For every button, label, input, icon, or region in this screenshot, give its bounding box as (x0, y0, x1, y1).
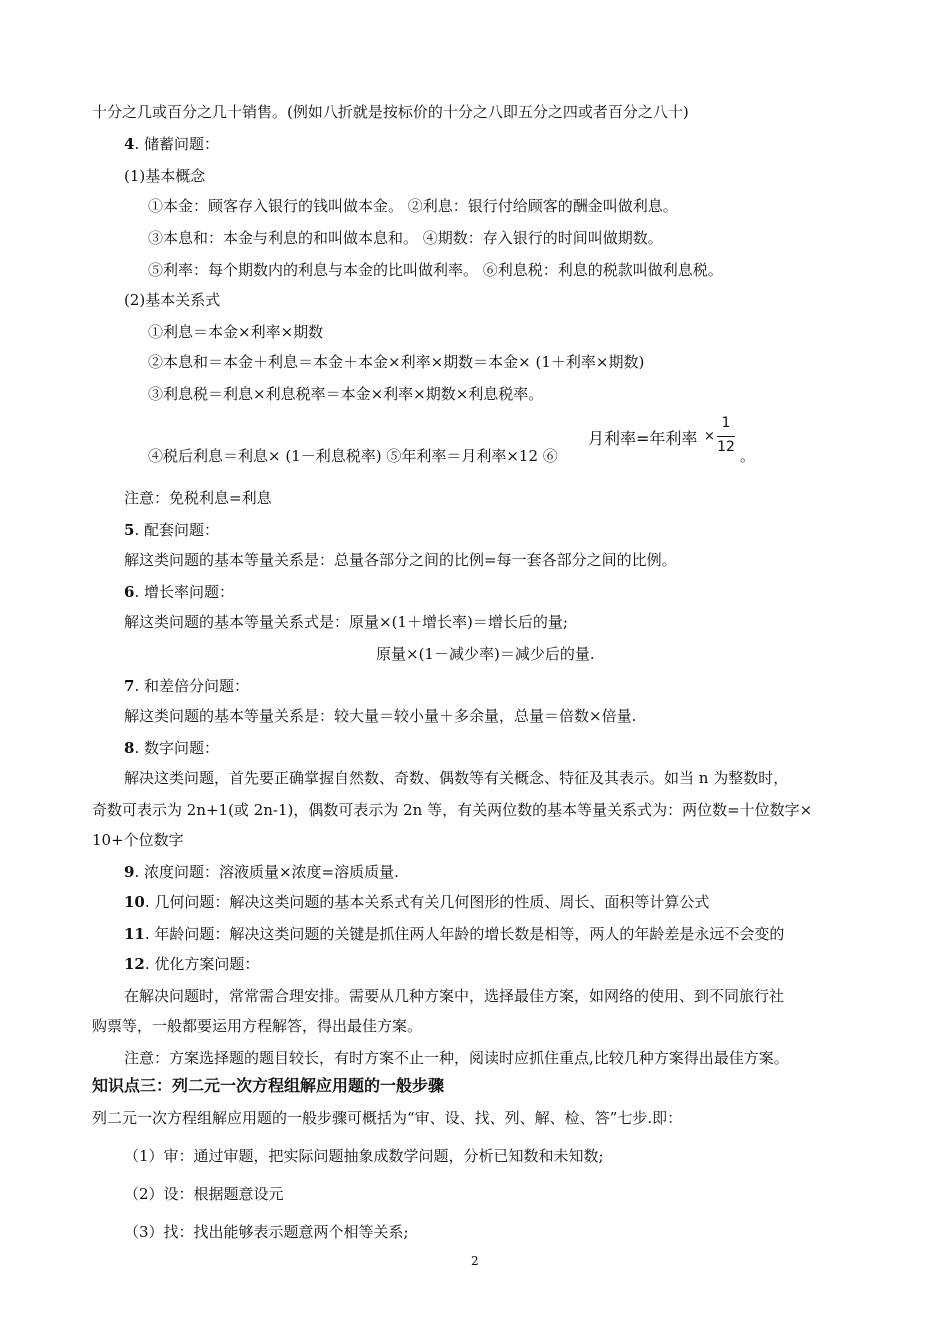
text-line: 奇数可表示为 2n+1(或 2n-1)，偶数可表示为 2n 等，有关两位数的基本等量关系式为：两位数=十位数字× (92, 801, 813, 819)
text-line: 10+个位数字 (92, 831, 184, 849)
text-line: 注意：免税利息=利息 (124, 489, 272, 507)
text-line: (2)基本关系式 (124, 291, 221, 309)
section-8-heading: 8. 数字问题： (124, 739, 219, 757)
text-line: ③本息和：本金与利息的和叫做本息和。 ④期数：存入银行的时间叫做期数。 (148, 229, 663, 247)
step-1: （1）审：通过审题，把实际问题抽象成数学问题，分析已知数和未知数; (124, 1147, 604, 1165)
section-5-heading: 5. 配套问题： (124, 521, 219, 539)
knowledge-point-3-heading: 知识点三：列二元一次方程组解应用题的一般步骤 (92, 1076, 445, 1095)
section-12-heading: 12. 优化方案问题： (124, 955, 260, 973)
step-2: （2）设：根据题意设元 (124, 1185, 284, 1203)
section-11: 11. 年龄问题：解决这类问题的关键是抓住两人年龄的增长数是相等，两人的年龄差是永远不会变的 (124, 925, 785, 943)
section-7-heading: 7. 和差倍分问题： (124, 677, 249, 695)
formula-line: ④税后利息＝利息× (1－利息税率) ⑤年利率＝月利率×12 ⑥ (148, 447, 558, 465)
section-9: 9. 浓度问题：溶液质量×浓度=溶质质量. (124, 863, 399, 881)
section-10: 10. 几何问题：解决这类问题的基本关系式有关几何图形的性质、周长、面积等计算公式 (124, 893, 710, 911)
formula-line: ②本息和＝本金＋利息＝本金＋本金×利率×期数＝本金× (1＋利率×期数) (148, 353, 645, 371)
text-line: 列二元一次方程组解应用题的一般步骤可概括为“审、设、找、列、解、检、答”七步.即： (92, 1109, 683, 1127)
text-line: 解这类问题的基本等量关系是：总量各部分之间的比例=每一套各部分之间的比例。 (124, 551, 677, 569)
fraction-denominator: 12 (717, 439, 735, 455)
fraction-bar (717, 436, 735, 437)
formula-end: 。 (740, 447, 756, 465)
section-6-heading: 6. 增长率问题： (124, 583, 234, 601)
step-3: （3）找：找出能够表示题意两个相等关系; (124, 1223, 409, 1241)
text-line: ⑤利率：每个期数内的利息与本金的比叫做利率。 ⑥利息税：利息的税款叫做利息税。 (148, 261, 723, 279)
text-line: 在解决问题时，常常需合理安排。需要从几种方案中，选择最佳方案，如网络的使用、到不同旅行社 (124, 987, 785, 1005)
page-number: 2 (471, 1254, 479, 1268)
section-4-heading: 4. 储蓄问题： (124, 135, 219, 153)
times-sign: × (704, 429, 715, 444)
formula-line: ③利息税＝利息×利息税率＝本金×利率×期数×利息税率。 (148, 385, 544, 403)
text-line: 解这类问题的基本等量关系是：较大量＝较小量＋多余量，总量＝倍数×倍量. (124, 707, 637, 725)
text-line: ①本金：顾客存入银行的钱叫做本金。 ②利息：银行付给顾客的酬金叫做利息。 (148, 197, 678, 215)
monthly-rate-formula: 月利率=年利率 (588, 429, 698, 448)
text-line: 十分之几或百分之几十销售。(例如八折就是按标价的十分之八即五分之四或者百分之八十) (92, 103, 689, 121)
formula-line: ①利息＝本金×利率×期数 (148, 323, 324, 341)
text-line: 解这类问题的基本等量关系式是：原量×(1＋增长率)＝增长后的量; (124, 613, 568, 631)
text-line: 解决这类问题，首先要正确掌握自然数、奇数、偶数等有关概念、特征及其表示。如当 n 为整数时， (124, 769, 789, 787)
text-line: 原量×(1－减少率)＝减少后的量. (376, 645, 595, 663)
fraction-numerator: 1 (721, 415, 731, 431)
text-line: 购票等，一般都要运用方程解答，得出最佳方案。 (92, 1017, 423, 1035)
text-line: 注意：方案选择题的题目较长，有时方案不止一种，阅读时应抓住重点,比较几种方案得出最佳方案。 (124, 1049, 789, 1067)
text-line: (1)基本概念 (124, 167, 206, 185)
